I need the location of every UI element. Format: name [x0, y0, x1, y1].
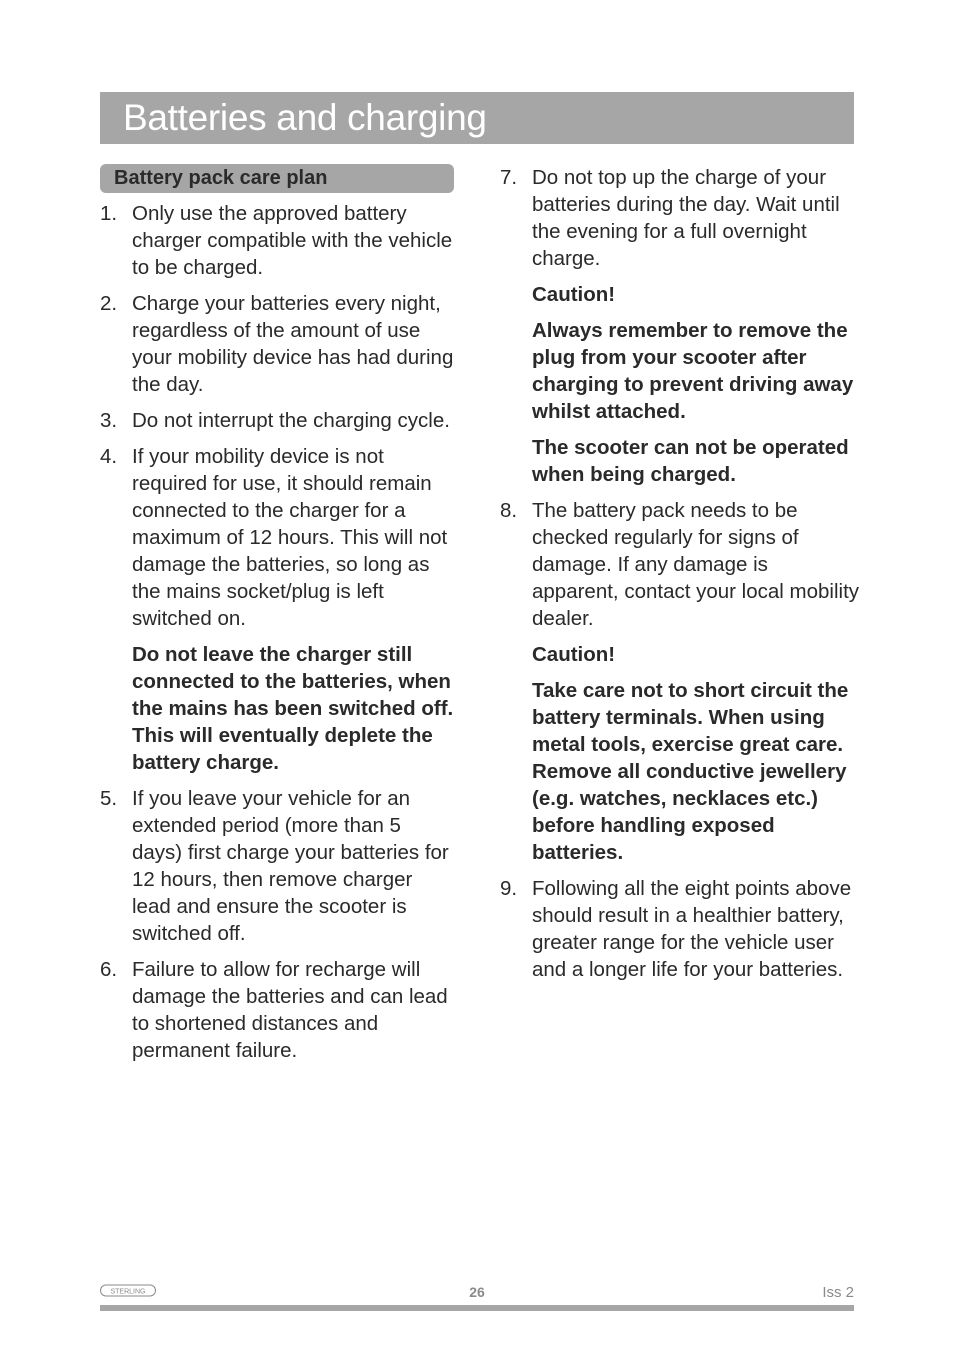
list-item	[100, 200, 456, 281]
item-text: If you leave your vehicle for an extended period (more than 5 days) first charge your batteries for 12 hours, then remove charger lead and ensure the scooter is switched off.	[132, 787, 449, 945]
care-plan-list-right	[500, 164, 860, 983]
warning-text: The scooter can not be operated when being charged.	[532, 436, 849, 486]
item-number: 9.	[500, 877, 518, 900]
item-number: 7.	[500, 166, 518, 189]
list-item	[100, 785, 456, 947]
item-number: 2.	[100, 292, 118, 315]
item-number: 1.	[100, 202, 118, 225]
warning-text: Do not leave the charger still connected to the batteries, when the mains has been switched off. This will eventually deplete the battery charge.	[132, 643, 454, 774]
item-number: 8.	[500, 499, 518, 522]
item-text: If your mobility device is not required for use, it should remain connected to the charger for a maximum of 12 hours. This will not damage the batteries, so long as the mains socket/plug is left switched on.	[132, 445, 448, 630]
logo-text: STERLING	[110, 1288, 146, 1296]
item-text: Failure to allow for recharge will damage the batteries and can lead to shortened distances and permanent failure.	[132, 958, 448, 1062]
title-bar	[100, 92, 854, 144]
item-text: The battery pack needs to be checked regularly for signs of damage. If any damage is apparent, contact your local mobility dealer.	[532, 499, 860, 630]
page-number: 26	[469, 1284, 485, 1300]
item-text: Do not top up the charge of your batteries during the day. Wait until the evening for a full overnight charge.	[532, 166, 840, 270]
list-item	[100, 443, 456, 776]
item-text: Do not interrupt the charging cycle.	[132, 409, 450, 432]
caution-label: Caution!	[532, 643, 616, 666]
item-number: 4.	[100, 445, 118, 468]
list-item	[500, 497, 860, 866]
care-plan-list-left	[100, 200, 456, 1064]
warning-text: Always remember to remove the plug from your scooter after charging to prevent driving away whilst attached.	[532, 319, 854, 423]
issue-label: Iss 2	[822, 1284, 854, 1301]
list-item	[100, 407, 456, 434]
item-number: 5.	[100, 787, 118, 810]
item-text: Following all the eight points above should result in a healthier battery, greater range for the vehicle user and a longer life for your batteries.	[532, 877, 852, 981]
left-column	[100, 164, 456, 1073]
section-heading: Battery pack care plan	[100, 164, 454, 193]
list-item	[500, 875, 860, 983]
caution-label: Caution!	[532, 283, 616, 306]
list-item	[100, 290, 456, 398]
warning-text: Take care not to short circuit the battery terminals. When using metal tools, exercise great care. Remove all conductive jewellery (e.g. watches, necklaces etc.) before handling exposed batteries.	[532, 679, 849, 864]
page-title: Batteries and charging	[123, 97, 487, 138]
list-item	[100, 956, 456, 1064]
item-number: 3.	[100, 409, 118, 432]
item-text: Only use the approved battery charger compatible with the vehicle to be charged.	[132, 202, 453, 279]
item-text: Charge your batteries every night, regardless of the amount of use your mobility device has had during the day.	[132, 292, 454, 396]
list-item	[500, 164, 860, 488]
item-number: 6.	[100, 958, 118, 981]
right-column	[500, 164, 860, 992]
footer-rule	[100, 1305, 854, 1311]
